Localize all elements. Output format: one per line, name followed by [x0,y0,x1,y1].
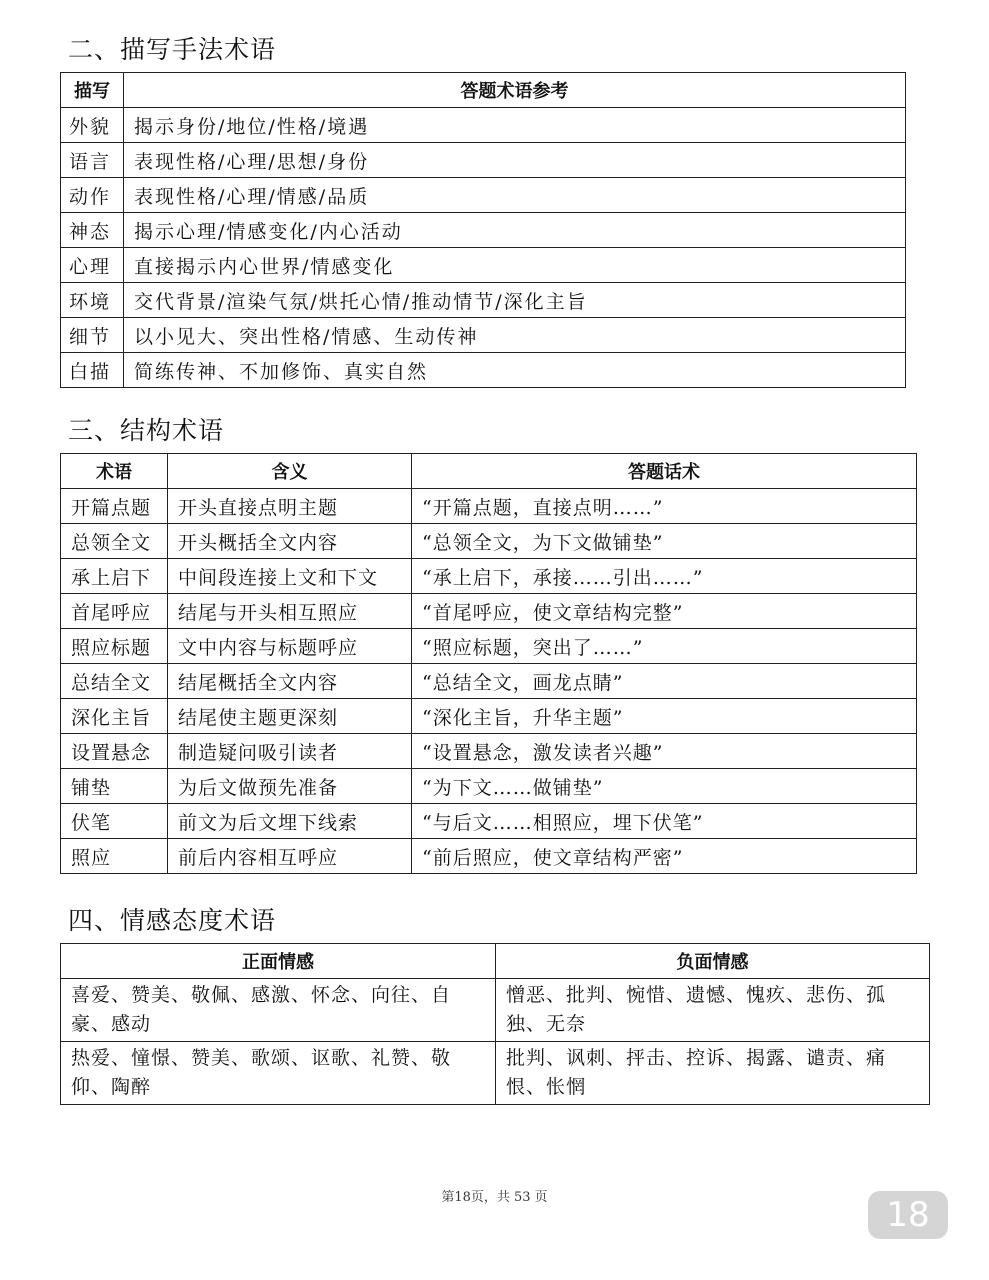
column-header-term: 术语 [61,454,168,489]
table-header-row [61,454,917,489]
column-header-negative: 负面情感 [496,944,930,979]
column-header-meaning: 含义 [168,454,412,489]
meaning-cell: 结尾概括全文内容 [168,664,412,699]
column-header-positive: 正面情感 [61,944,496,979]
answer-terms-cell: 揭示身份/地位/性格/境遇 [124,108,906,143]
page-footer: 第18页，共 53 页 [441,1190,548,1205]
table-row [61,804,917,839]
phrasing-cell: “照应标题，突出了……” [412,629,917,664]
table-row [61,283,906,318]
table-row [61,178,906,213]
phrasing-cell: “前后照应，使文章结构严密” [412,839,917,874]
answer-terms-cell: 揭示心理/情感变化/内心活动 [124,213,906,248]
table-row [61,769,917,804]
technique-cell: 细节 [61,318,124,353]
positive-emotions-cell: 热爱、憧憬、赞美、歌颂、讴歌、礼赞、敬仰、陶醉 [61,1042,496,1105]
phrasing-cell: “为下文……做铺垫” [412,769,917,804]
table-row [61,734,917,769]
table-row [61,664,917,699]
table-row [61,559,917,594]
column-header-technique: 描写 [61,73,124,108]
term-cell: 深化主旨 [61,699,168,734]
term-cell: 铺垫 [61,769,168,804]
meaning-cell: 制造疑问吸引读者 [168,734,412,769]
meaning-cell: 文中内容与标题呼应 [168,629,412,664]
meaning-cell: 中间段连接上文和下文 [168,559,412,594]
meaning-cell: 前后内容相互呼应 [168,839,412,874]
term-cell: 设置悬念 [61,734,168,769]
technique-cell: 动作 [61,178,124,213]
phrasing-cell: “首尾呼应，使文章结构完整” [412,594,917,629]
positive-emotions-cell: 喜爱、赞美、敬佩、感激、怀念、向往、自豪、感动 [61,979,496,1042]
table-row [61,979,930,1042]
answer-terms-cell: 以小见大、突出性格/情感、生动传神 [124,318,906,353]
emotion-terms-table [60,943,930,1105]
phrasing-cell: “与后文……相照应，埋下伏笔” [412,804,917,839]
structure-terms-table [60,453,917,874]
table-row [61,629,917,664]
section4-title: 四、情感态度术语 [68,906,277,935]
answer-terms-cell: 交代背景/渲染气氛/烘托心情/推动情节/深化主旨 [124,283,906,318]
meaning-cell: 结尾与开头相互照应 [168,594,412,629]
technique-cell: 神态 [61,213,124,248]
column-header-answer-phrasing: 答题话术 [412,454,917,489]
column-header-answer-terms: 答题术语参考 [124,73,906,108]
technique-cell: 心理 [61,248,124,283]
term-cell: 总结全文 [61,664,168,699]
table-row [61,1042,930,1105]
technique-cell: 语言 [61,143,124,178]
table-row [61,353,906,388]
section3-title: 三、结构术语 [68,416,225,445]
table-header-row [61,944,930,979]
phrasing-cell: “总结全文，画龙点睛” [412,664,917,699]
technique-cell: 白描 [61,353,124,388]
phrasing-cell: “承上启下，承接……引出……” [412,559,917,594]
phrasing-cell: “开篇点题，直接点明……” [412,489,917,524]
table-row [61,318,906,353]
term-cell: 照应标题 [61,629,168,664]
answer-terms-cell: 直接揭示内心世界/情感变化 [124,248,906,283]
answer-terms-cell: 表现性格/心理/思想/身份 [124,143,906,178]
meaning-cell: 开头概括全文内容 [168,524,412,559]
table-header-row [61,73,906,108]
phrasing-cell: “深化主旨，升华主题” [412,699,917,734]
term-cell: 照应 [61,839,168,874]
phrasing-cell: “设置悬念，激发读者兴趣” [412,734,917,769]
term-cell: 开篇点题 [61,489,168,524]
term-cell: 首尾呼应 [61,594,168,629]
meaning-cell: 前文为后文埋下线索 [168,804,412,839]
meaning-cell: 结尾使主题更深刻 [168,699,412,734]
meaning-cell: 开头直接点明主题 [168,489,412,524]
negative-emotions-cell: 批判、讽刺、抨击、控诉、揭露、谴责、痛恨、怅惘 [496,1042,930,1105]
table-row [61,839,917,874]
table-row [61,489,917,524]
table-row [61,699,917,734]
section2-title: 二、描写手法术语 [68,35,277,64]
negative-emotions-cell: 憎恶、批判、惋惜、遗憾、愧疚、悲伤、孤独、无奈 [496,979,930,1042]
page-number-badge: 18 [868,1191,948,1239]
term-cell: 伏笔 [61,804,168,839]
answer-terms-cell: 简练传神、不加修饰、真实自然 [124,353,906,388]
table-row [61,108,906,143]
answer-terms-cell: 表现性格/心理/情感/品质 [124,178,906,213]
term-cell: 总领全文 [61,524,168,559]
technique-cell: 外貌 [61,108,124,143]
table-row [61,594,917,629]
table-row [61,248,906,283]
phrasing-cell: “总领全文，为下文做铺垫” [412,524,917,559]
table-row [61,213,906,248]
technique-cell: 环境 [61,283,124,318]
table-row [61,143,906,178]
description-techniques-table [60,72,906,388]
meaning-cell: 为后文做预先准备 [168,769,412,804]
term-cell: 承上启下 [61,559,168,594]
table-row [61,524,917,559]
